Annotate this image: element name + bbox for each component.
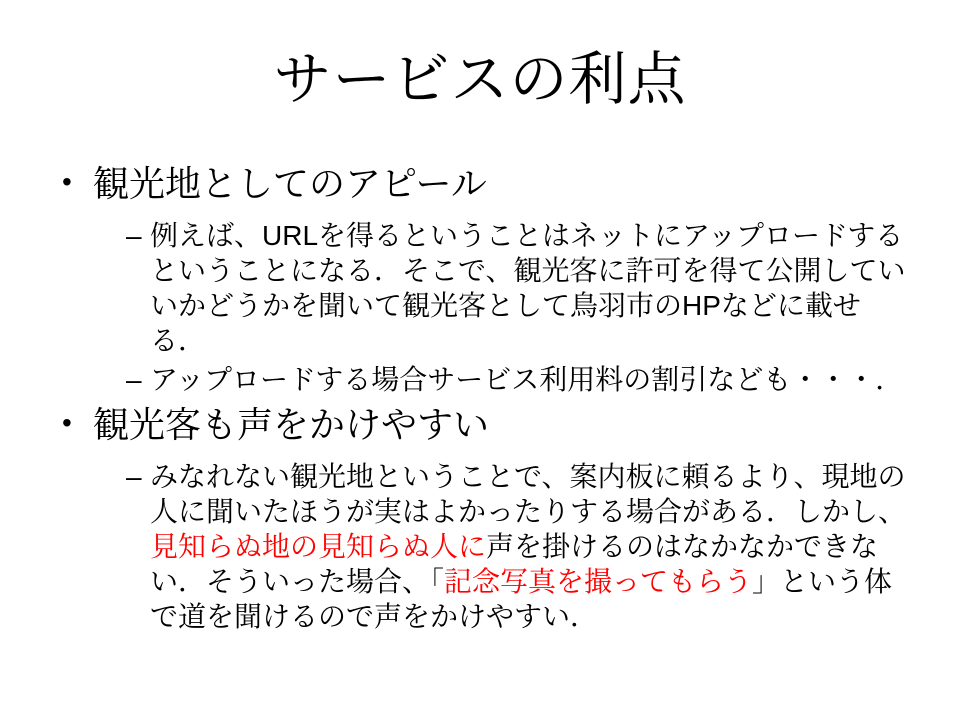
- bullet-level1-label: 観光客も声をかけやすい: [93, 404, 490, 445]
- bullet-level1-item: [60, 403, 910, 634]
- emphasis-text: 記念写真を撮ってもらう: [444, 566, 753, 597]
- sub-bullet-text: みなれない観光地ということで、案内板に頼るより、現地の人に聞いたほうが実はよかったりする場合がある．しかし、: [150, 461, 907, 527]
- dash-icon: –: [126, 461, 142, 492]
- bullet-icon: •: [62, 166, 72, 197]
- sub-bullet-text: 声を掛けるのはなかなかできない．そういった場合、「: [150, 531, 879, 597]
- bullet-level1-item: [60, 162, 910, 397]
- slide-body: [60, 162, 910, 634]
- sub-bullet-list: [93, 459, 910, 634]
- sub-bullet-text: 例えば、URLを得るということはネットにアップロードするということになる．そこで、観光客に許可を得て公開していいかどうかを聞いて観光客として鳥羽市のHPなどに載せる．: [150, 220, 906, 356]
- bullet-icon: •: [62, 407, 72, 438]
- sub-bullet-list: [93, 218, 910, 397]
- sub-bullet-item: [126, 459, 910, 634]
- bullet-level1-label: 観光地としてのアピール: [93, 163, 487, 204]
- sub-bullet-text: アップロードする場合サービス利用料の割引なども・・・．: [150, 364, 904, 395]
- slide-title: サービスの利点: [273, 47, 687, 112]
- sub-bullet-text: 」という体で道を聞けるので声をかけやすい．: [150, 566, 893, 632]
- sub-bullet-item: [126, 362, 910, 397]
- sub-bullet-item: [126, 218, 910, 358]
- dash-icon: –: [126, 364, 142, 395]
- dash-icon: –: [126, 220, 142, 251]
- emphasis-text: 見知らぬ地の見知らぬ人に: [150, 531, 487, 562]
